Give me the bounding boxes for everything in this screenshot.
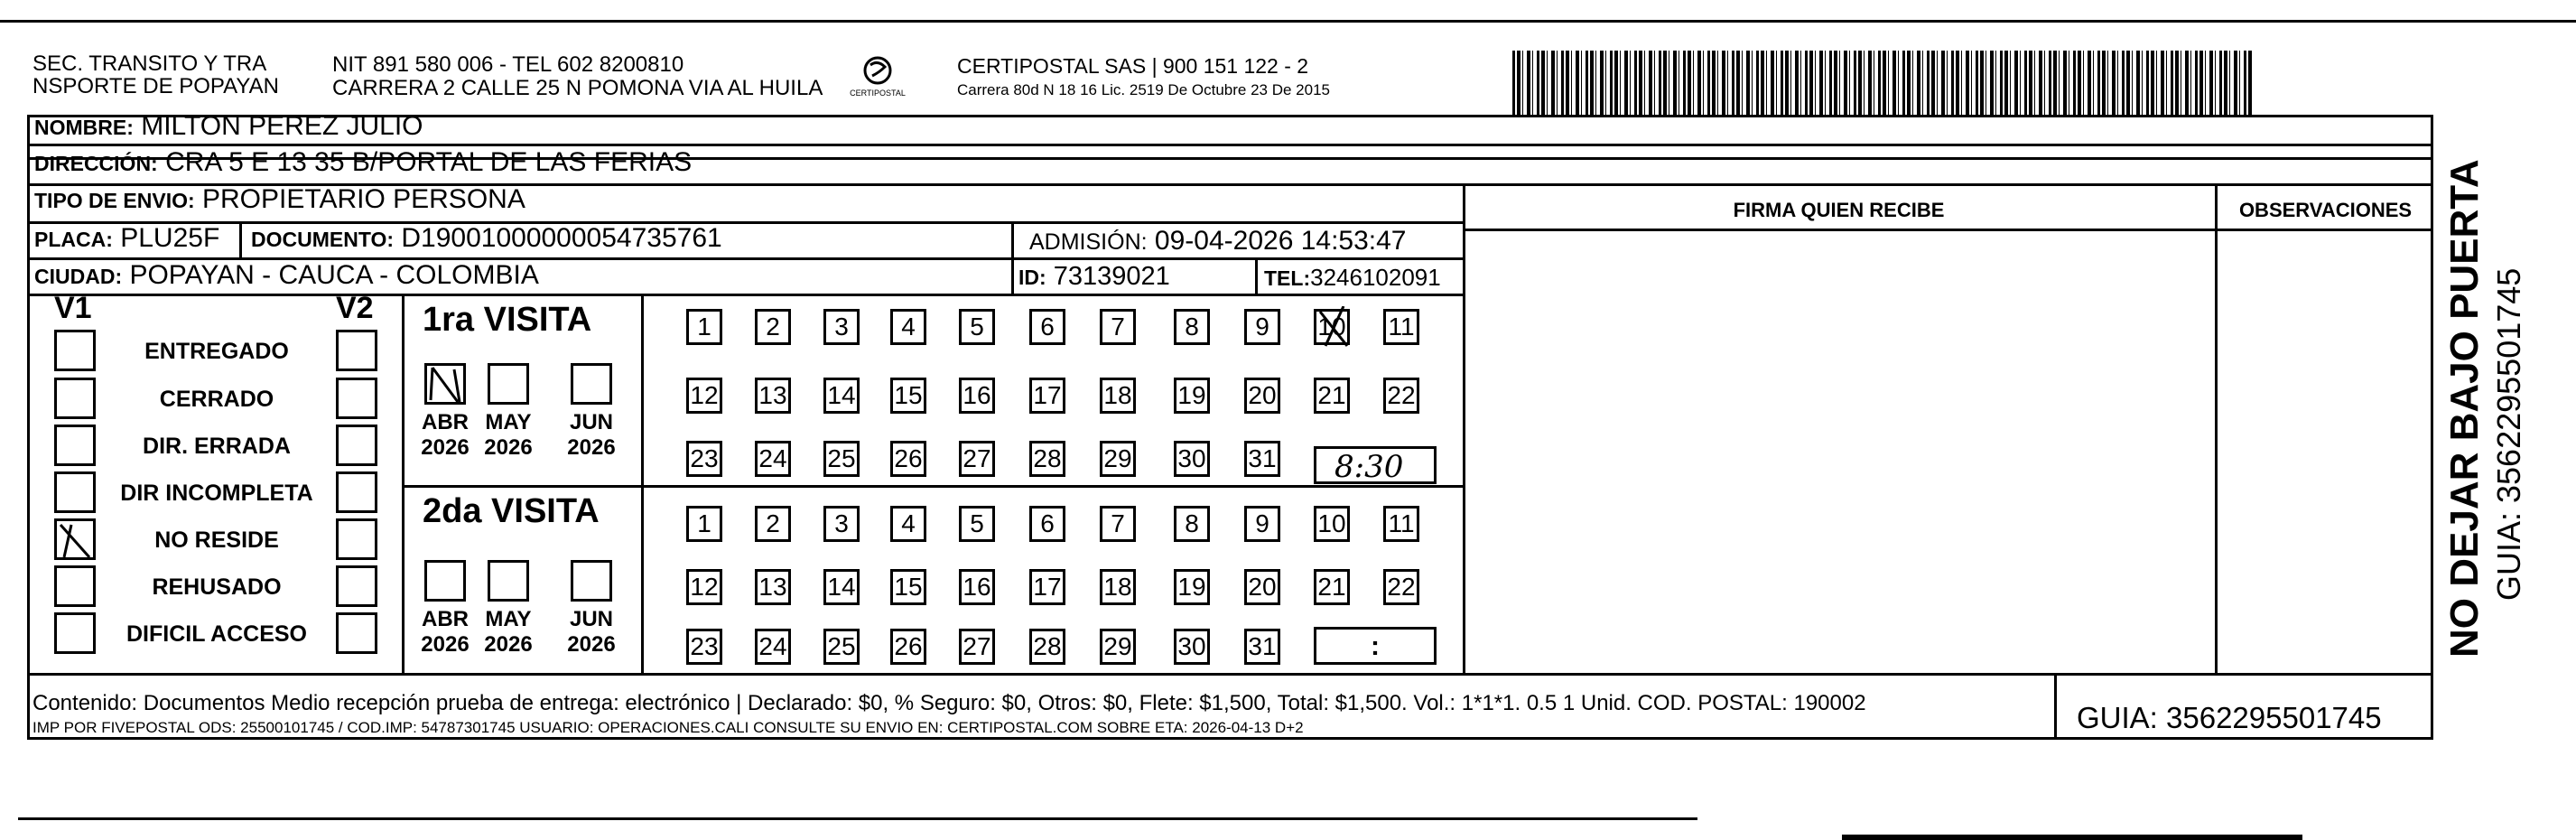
firma-header: FIRMA QUIEN RECIBE — [1733, 199, 1945, 221]
second-visit-title: 2da VISITA — [423, 492, 600, 530]
day-number: 20 — [1248, 573, 1277, 601]
first-day-2[interactable] — [755, 309, 791, 345]
day-number: 21 — [1317, 573, 1346, 601]
second-time-value: : — [1371, 631, 1380, 661]
day-number: 8 — [1185, 313, 1199, 341]
second-day-14[interactable] — [823, 569, 860, 605]
second-day-8[interactable] — [1174, 506, 1210, 542]
day-number: 9 — [1255, 509, 1269, 537]
second-day-3[interactable] — [823, 506, 860, 542]
status-label: REHUSADO — [152, 574, 282, 600]
ciudad-label: CIUDAD: — [34, 265, 123, 288]
day-number: 5 — [970, 313, 984, 341]
second-month-box-jun[interactable] — [571, 560, 612, 602]
v2-checkbox-7[interactable] — [336, 612, 377, 654]
rule — [1255, 257, 1258, 294]
day-number: 29 — [1103, 444, 1132, 472]
day-number: 3 — [834, 509, 849, 537]
day-number: 9 — [1255, 313, 1269, 341]
day-number: 6 — [1040, 509, 1055, 537]
rule — [27, 294, 1463, 296]
direccion-value: CRA 5 E 13 35 B/PORTAL DE LAS FERIAS — [165, 147, 693, 177]
v2-checkbox-2[interactable] — [336, 378, 377, 419]
second-day-4[interactable] — [890, 506, 926, 542]
sender-name: SEC. TRANSITO Y TRA NSPORTE DE POPAYAN — [33, 51, 279, 98]
v2-checkbox-1[interactable] — [336, 330, 377, 371]
day-number: 28 — [1033, 632, 1062, 660]
direccion-row — [34, 147, 692, 178]
first-day-5[interactable] — [959, 309, 995, 345]
day-number: 14 — [827, 573, 856, 601]
v1-checkbox-6[interactable] — [54, 565, 96, 607]
rule — [1011, 257, 1014, 294]
status-label: DIR INCOMPLETA — [120, 481, 313, 506]
day-number: 25 — [827, 444, 856, 472]
day-number: 12 — [690, 381, 719, 409]
day-number: 19 — [1177, 381, 1206, 409]
first-day-10[interactable] — [1314, 309, 1350, 345]
first-day-1[interactable] — [686, 309, 722, 345]
day-number: 29 — [1103, 632, 1132, 660]
documento-value: D19001000000054735761 — [401, 223, 722, 253]
day-number: 10 — [1317, 313, 1346, 341]
day-number: 27 — [963, 632, 991, 660]
tel-label: TEL: — [1264, 266, 1311, 290]
day-number: 1 — [697, 509, 711, 537]
id-row — [1018, 262, 1170, 292]
placa-value: PLU25F — [120, 223, 220, 253]
first-day-12[interactable] — [686, 378, 722, 414]
second-day-25[interactable] — [823, 629, 860, 665]
footer-contenido: Contenido: Documentos Medio recepción prueba de entrega: electrónico | Declarado: $0, % Seguro: $0, Otros: $0, Flete: $1,500, Total: $1,500. Vol.: 1*1*1. 0.5 1 Unid. COD. POSTAL: 190002 — [33, 691, 1866, 715]
check-mark-icon — [57, 521, 93, 557]
check-mark-icon — [427, 366, 463, 402]
tel-value: 3246102091 — [1310, 264, 1441, 291]
v1-checkbox-4[interactable] — [54, 471, 96, 513]
admision-label: ADMISIÓN: — [1029, 229, 1148, 255]
first-month-label: JUN 2026 — [567, 410, 616, 460]
first-day-6[interactable] — [1029, 309, 1065, 345]
sender-nit: NIT 891 580 006 - TEL 602 8200810 — [332, 52, 684, 77]
second-day-10[interactable] — [1314, 506, 1350, 542]
day-number: 30 — [1177, 444, 1206, 472]
day-number: 11 — [1388, 509, 1415, 537]
second-month-label: ABR 2026 — [421, 607, 470, 657]
certipostal-logo — [842, 51, 914, 101]
sender-address: CARRERA 2 CALLE 25 N POMONA VIA AL HUILA — [332, 76, 823, 100]
logo-text: CERTIPOSTAL — [850, 89, 906, 98]
second-day-28[interactable] — [1029, 629, 1065, 665]
second-day-17[interactable] — [1029, 569, 1065, 605]
footer-guia: GUIA: 3562295501745 — [2077, 701, 2382, 734]
first-day-11[interactable] — [1383, 309, 1419, 345]
day-number: 13 — [758, 381, 787, 409]
placa-row — [34, 223, 219, 254]
v1-checkbox-7[interactable] — [54, 612, 96, 654]
second-day-13[interactable] — [755, 569, 791, 605]
rule — [1011, 221, 1014, 257]
first-day-14[interactable] — [823, 378, 860, 414]
day-number: 3 — [834, 313, 849, 341]
top-rule — [0, 20, 2576, 23]
v1-checkbox-3[interactable] — [54, 425, 96, 466]
first-month-box-abr[interactable] — [424, 363, 466, 405]
day-number: 21 — [1317, 381, 1346, 409]
second-day-27[interactable] — [959, 629, 995, 665]
day-number: 18 — [1103, 381, 1132, 409]
day-number: 28 — [1033, 444, 1062, 472]
v1-checkbox-5[interactable] — [54, 518, 96, 560]
first-day-22[interactable] — [1383, 378, 1419, 414]
day-number: 20 — [1248, 381, 1277, 409]
rule — [27, 673, 2433, 676]
second-day-18[interactable] — [1100, 569, 1136, 605]
day-number: 18 — [1103, 573, 1132, 601]
second-day-2[interactable] — [755, 506, 791, 542]
day-number: 25 — [827, 632, 856, 660]
v1-checkbox-2[interactable] — [54, 378, 96, 419]
ciudad-value: POPAYAN - CAUCA - COLOMBIA — [129, 260, 539, 290]
second-day-6[interactable] — [1029, 506, 1065, 542]
first-day-8[interactable] — [1174, 309, 1210, 345]
first-day-28[interactable] — [1029, 441, 1065, 477]
first-day-15[interactable] — [890, 378, 926, 414]
tel-row — [1264, 264, 1441, 292]
first-day-13[interactable] — [755, 378, 791, 414]
rule — [402, 294, 405, 673]
first-month-label: ABR 2026 — [421, 410, 470, 460]
v2-label: V2 — [336, 291, 374, 325]
second-day-31[interactable] — [1244, 629, 1280, 665]
day-number: 12 — [690, 573, 719, 601]
first-time-box[interactable] — [1314, 446, 1437, 484]
first-day-29[interactable] — [1100, 441, 1136, 477]
second-day-21[interactable] — [1314, 569, 1350, 605]
status-label: ENTREGADO — [144, 339, 289, 364]
first-day-30[interactable] — [1174, 441, 1210, 477]
day-number: 24 — [758, 632, 787, 660]
admision-row — [1029, 226, 1407, 257]
day-number: 17 — [1033, 381, 1062, 409]
bottom-rule-right — [1842, 835, 2302, 840]
rule — [1463, 183, 1465, 673]
first-day-3[interactable] — [823, 309, 860, 345]
second-day-12[interactable] — [686, 569, 722, 605]
second-day-1[interactable] — [686, 506, 722, 542]
nombre-label: NOMBRE: — [34, 116, 134, 139]
v2-checkbox-4[interactable] — [336, 471, 377, 513]
side-guia: GUIA: 3562295501745 — [2490, 267, 2527, 601]
second-day-7[interactable] — [1100, 506, 1136, 542]
rule — [239, 221, 242, 257]
first-day-16[interactable] — [959, 378, 995, 414]
first-day-27[interactable] — [959, 441, 995, 477]
day-mark-icon — [1316, 306, 1353, 354]
first-day-23[interactable] — [686, 441, 722, 477]
day-number: 26 — [894, 632, 923, 660]
second-month-label: MAY 2026 — [484, 607, 533, 657]
day-number: 5 — [970, 509, 984, 537]
day-number: 22 — [1387, 381, 1416, 409]
second-day-26[interactable] — [890, 629, 926, 665]
barcode — [1512, 51, 2253, 116]
day-number: 13 — [758, 573, 787, 601]
first-visit-title: 1ra VISITA — [423, 301, 592, 339]
first-month-box-jun[interactable] — [571, 363, 612, 405]
second-day-19[interactable] — [1174, 569, 1210, 605]
rule — [2054, 673, 2057, 740]
side-no-dejar: NO DEJAR BAJO PUERTA — [2442, 159, 2487, 658]
v2-checkbox-6[interactable] — [336, 565, 377, 607]
second-month-box-may[interactable] — [488, 560, 529, 602]
second-day-22[interactable] — [1383, 569, 1419, 605]
second-day-29[interactable] — [1100, 629, 1136, 665]
first-day-9[interactable] — [1244, 309, 1280, 345]
day-number: 14 — [827, 381, 856, 409]
rule — [402, 485, 1463, 488]
v2-checkbox-5[interactable] — [336, 518, 377, 560]
ciudad-row — [34, 260, 539, 291]
rule — [1463, 229, 2433, 231]
day-number: 15 — [894, 381, 923, 409]
day-number: 22 — [1387, 573, 1416, 601]
second-day-24[interactable] — [755, 629, 791, 665]
day-number: 17 — [1033, 573, 1062, 601]
second-day-23[interactable] — [686, 629, 722, 665]
first-day-20[interactable] — [1244, 378, 1280, 414]
rule — [641, 294, 644, 673]
rule — [27, 221, 1463, 224]
day-number: 10 — [1317, 509, 1346, 537]
day-number: 30 — [1177, 632, 1206, 660]
v2-checkbox-3[interactable] — [336, 425, 377, 466]
direccion-label: DIRECCIÓN: — [34, 152, 158, 175]
nombre-value: MILTON PEREZ JULIO — [141, 111, 423, 141]
day-number: 11 — [1388, 313, 1415, 341]
status-label: DIFICIL ACCESO — [126, 621, 307, 647]
day-number: 7 — [1111, 509, 1125, 537]
day-number: 19 — [1177, 573, 1206, 601]
first-day-24[interactable] — [755, 441, 791, 477]
day-number: 15 — [894, 573, 923, 601]
second-month-label: JUN 2026 — [567, 607, 616, 657]
day-number: 23 — [690, 444, 719, 472]
day-number: 7 — [1111, 313, 1125, 341]
day-number: 16 — [963, 573, 991, 601]
footer-imp: IMP POR FIVEPOSTAL ODS: 25500101745 / COD.IMP: 54787301745 USUARIO: OPERACIONES.CALI CONSULTE SU ENVIO EN: CERTIPOSTAL.COM SOBRE ETA: 2026-04-13 D+2 — [33, 719, 1304, 736]
second-day-9[interactable] — [1244, 506, 1280, 542]
first-time-value: 8:30 — [1334, 449, 1404, 485]
id-value: 73139021 — [1053, 262, 1170, 291]
admision-value: 09-04-2026 14:53:47 — [1154, 226, 1407, 256]
documento-label: DOCUMENTO: — [251, 228, 395, 251]
tipo-label: TIPO DE ENVIO: — [34, 189, 195, 212]
second-day-11[interactable] — [1383, 506, 1419, 542]
day-number: 23 — [690, 632, 719, 660]
day-number: 4 — [901, 313, 916, 341]
first-day-4[interactable] — [890, 309, 926, 345]
second-day-30[interactable] — [1174, 629, 1210, 665]
placa-label: PLACA: — [34, 228, 113, 251]
first-month-box-may[interactable] — [488, 363, 529, 405]
documento-row — [251, 223, 722, 254]
status-label: NO RESIDE — [154, 527, 279, 553]
day-number: 31 — [1248, 632, 1277, 660]
second-day-16[interactable] — [959, 569, 995, 605]
v1-checkbox-1[interactable] — [54, 330, 96, 371]
first-day-21[interactable] — [1314, 378, 1350, 414]
tipo-value: PROPIETARIO PERSONA — [201, 184, 525, 214]
day-number: 1 — [697, 313, 711, 341]
day-number: 27 — [963, 444, 991, 472]
v1-label: V1 — [54, 291, 92, 325]
first-day-7[interactable] — [1100, 309, 1136, 345]
nombre-row — [34, 111, 423, 142]
carrier-line2: Carrera 80d N 18 16 Lic. 2519 De Octubre 23 De 2015 — [957, 81, 1330, 98]
second-day-5[interactable] — [959, 506, 995, 542]
day-number: 2 — [766, 509, 780, 537]
carrier-line1: CERTIPOSTAL SAS | 900 151 122 - 2 — [957, 54, 1309, 78]
first-day-18[interactable] — [1100, 378, 1136, 414]
first-day-17[interactable] — [1029, 378, 1065, 414]
day-number: 31 — [1248, 444, 1277, 472]
day-number: 24 — [758, 444, 787, 472]
rule — [27, 144, 2433, 146]
day-number: 26 — [894, 444, 923, 472]
second-day-20[interactable] — [1244, 569, 1280, 605]
first-month-label: MAY 2026 — [484, 410, 533, 460]
day-number: 8 — [1185, 509, 1199, 537]
observaciones-header: OBSERVACIONES — [2238, 199, 2413, 221]
rule — [2215, 183, 2218, 673]
day-number: 2 — [766, 313, 780, 341]
second-day-15[interactable] — [890, 569, 926, 605]
second-month-box-abr[interactable] — [424, 560, 466, 602]
tipo-row — [34, 184, 525, 215]
second-time-box[interactable] — [1314, 627, 1437, 665]
day-number: 4 — [901, 509, 916, 537]
status-label: DIR. ERRADA — [143, 434, 291, 459]
day-number: 16 — [963, 381, 991, 409]
id-label: ID: — [1018, 266, 1046, 289]
first-day-31[interactable] — [1244, 441, 1280, 477]
day-number: 6 — [1040, 313, 1055, 341]
status-label: CERRADO — [159, 387, 274, 412]
first-day-26[interactable] — [890, 441, 926, 477]
bottom-rule-left — [18, 817, 1697, 820]
first-day-19[interactable] — [1174, 378, 1210, 414]
first-day-25[interactable] — [823, 441, 860, 477]
